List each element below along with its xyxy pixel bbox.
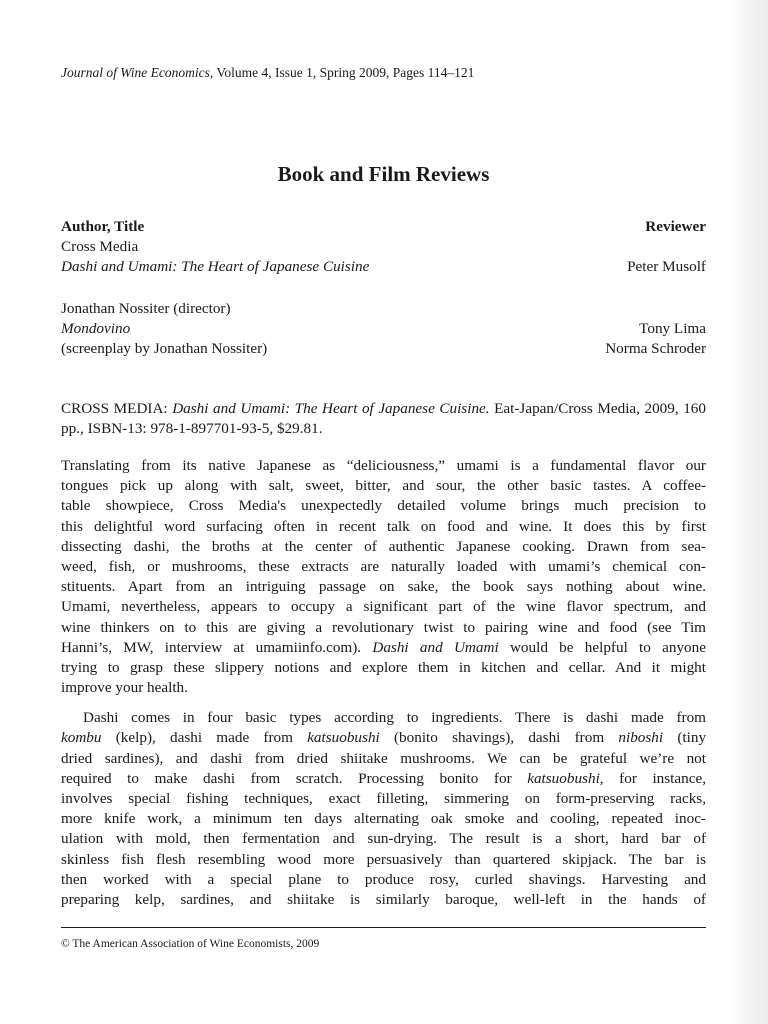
entry-title: Mondovino xyxy=(61,320,131,337)
body-line: this delightful word surfacing often in recent talk on food and wine. It does this by first xyxy=(61,517,706,535)
body-line: Translating from its native Japanese as “deliciousness,” umami is a fundamental flavor our xyxy=(61,457,706,474)
entry-note: (screenplay by Jonathan Nossiter) xyxy=(61,340,268,357)
review-index-header xyxy=(61,217,706,237)
body-line: involves special fishing techniques, exact filleting, simmering on form-preserving racks, xyxy=(61,790,706,807)
body-line: wine thinkers on to this are giving a revolutionary twist to pairing wine and food (see Tim xyxy=(61,618,706,636)
review-index xyxy=(61,217,706,359)
entry-author: Jonathan Nossiter (director) xyxy=(61,300,231,317)
body-line: Dashi comes in four basic types according to ingredients. There is dashi made from xyxy=(83,709,706,727)
body-line: Hanni’s, MW, interview at umamiinfo.com). Dashi and Umami would be helpful to anyone xyxy=(61,638,706,656)
section-title: Book and Film Reviews xyxy=(277,162,490,186)
review-body xyxy=(61,456,706,910)
entry-reviewer: Tony Lima xyxy=(639,320,706,337)
body-line: dried sardines), and dashi from dried shiitake mushrooms. We can be grateful we’re not xyxy=(61,749,706,767)
index-entry-line xyxy=(61,319,706,339)
body-line: Umami, nevertheless, appears to occupy a significant part of the wine flavor spectrum, and xyxy=(61,598,706,616)
entry-reviewer: Peter Musolf xyxy=(627,258,706,275)
issue-info: , Volume 4, Issue 1, Spring 2009, Pages 114–121 xyxy=(209,65,475,80)
publisher-name: CROSS MEDIA: xyxy=(61,400,168,417)
body-line: required to make dashi from scratch. Processing bonito for katsuobushi, for instance, xyxy=(61,769,706,787)
book-title-inline: Dashi and Umami xyxy=(372,638,499,656)
index-entry-line xyxy=(61,299,706,319)
journal-name: Journal of Wine Economics xyxy=(61,65,210,80)
scan-edge-shadow xyxy=(730,0,768,1024)
citation-details: Eat-Japan/Cross Media, 2009, 160 pp., ISBN-13: 978-1-897701-93-5, $29.81. xyxy=(61,400,706,437)
reviewer-heading: Reviewer xyxy=(645,218,706,235)
body-line: ulation with mold, then fermentation and sun-drying. The result is a short, hard bar of xyxy=(61,830,706,848)
body-line: kombu (kelp), dashi made from katsuobushi (bonito shavings), dashi from niboshi (tiny xyxy=(61,729,706,747)
body-line: preparing kelp, sardines, and shiitake is similarly baroque, well-left in the hands of xyxy=(61,890,706,908)
body-line: trying to grasp these slippery notions and explore them in kitchen and cellar. And it might xyxy=(61,658,706,676)
entry-title: Dashi and Umami: The Heart of Japanese Cuisine xyxy=(61,258,370,275)
body-line: improve your health. xyxy=(61,679,188,697)
body-line: weed, fish, or mushrooms, these extracts are naturally loaded with umami’s chemical con- xyxy=(61,557,706,575)
index-entry-line xyxy=(61,257,706,277)
footer-rule xyxy=(61,927,706,928)
running-header xyxy=(61,65,474,81)
review-citation xyxy=(61,399,706,439)
entry-author: Cross Media xyxy=(61,238,139,255)
body-line: then worked with a special plane to produce rosy, curled shavings. Harvesting and xyxy=(61,870,706,888)
book-title: Dashi and Umami: The Heart of Japanese Cuisine. xyxy=(172,400,490,417)
entry-reviewer: Norma Schroder xyxy=(605,340,706,357)
author-title-heading: Author, Title xyxy=(61,218,145,235)
body-line: tongues pick up along with salt, sweet, bitter, and sour, the other basic tastes. A coffee- xyxy=(61,477,706,495)
body-line: stituents. Apart from an intriguing passage on sake, the book says nothing about wine. xyxy=(61,578,706,596)
index-entry-line xyxy=(61,237,706,257)
index-entry-line xyxy=(61,339,706,359)
copyright-footer: © The American Association of Wine Economists, 2009 xyxy=(61,938,320,950)
body-line: dissecting dashi, the broths at the center of authentic Japanese cooking. Drawn from sea- xyxy=(61,537,706,555)
body-line: table showpiece, Cross Media's unexpectedly detailed volume brings much precision to xyxy=(61,497,706,515)
body-line: skinless fish flesh resembling wood more persuasively than quartered skipjack. The bar is xyxy=(61,850,706,868)
body-line: more knife work, a minimum ten days alternating oak smoke and cooling, repeated inoc- xyxy=(61,810,706,828)
